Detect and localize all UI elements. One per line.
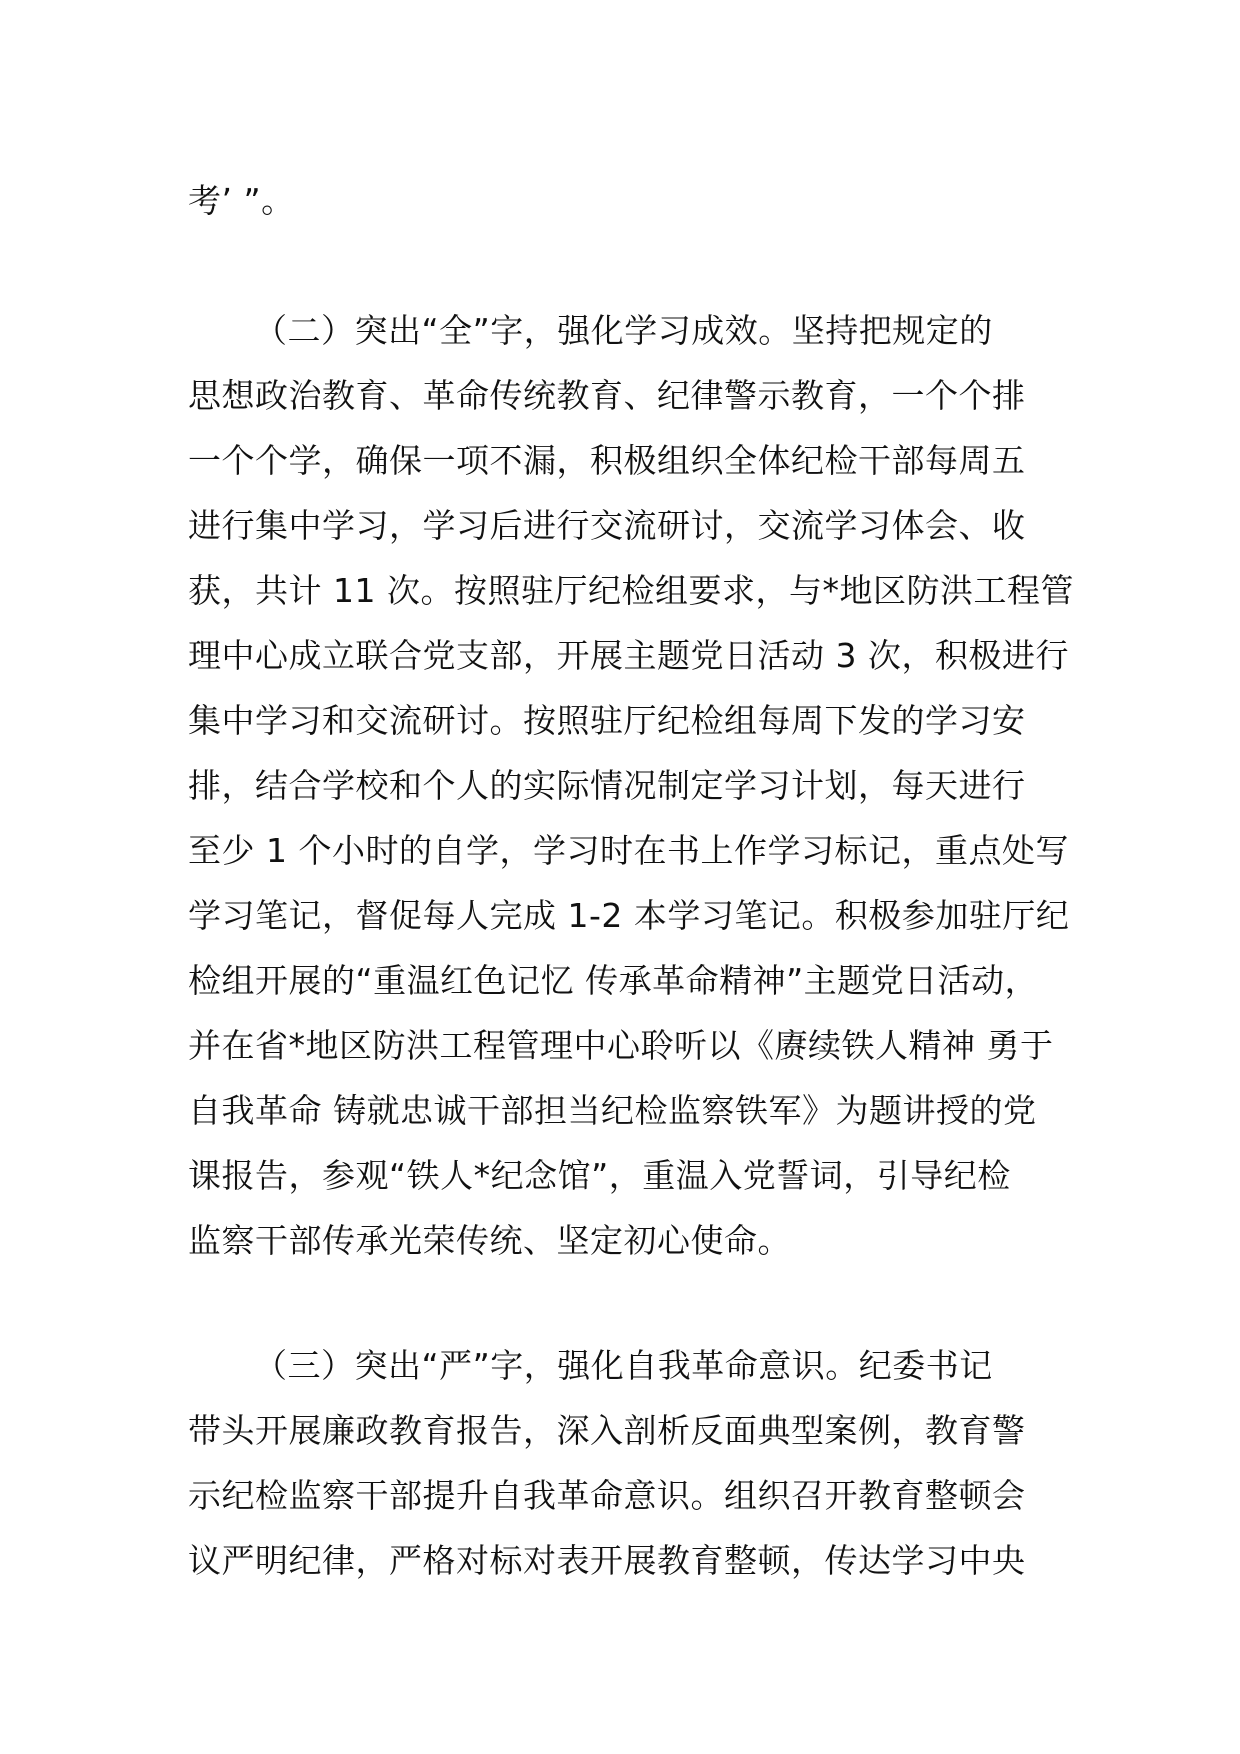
text-line-heading: （二）突出“全”字，强化学习成效。坚持把规定的	[254, 311, 993, 350]
paragraph-section-two	[188, 298, 1074, 1273]
text-line: 并在省*地区防洪工程管理中心聆听以《赓续铁人精神 勇于	[188, 1026, 1054, 1065]
text-line: 进行集中学习，学习后进行交流研讨，交流学习体会、收	[188, 506, 1026, 545]
text-line: 检组开展的“重温红色记忆 传承革命精神”主题党日活动，	[188, 961, 1039, 1000]
paragraph-section-three	[188, 1333, 1068, 1593]
text-line: 带头开展廉政教育报告，深入剖析反面典型案例，教育警	[188, 1411, 1026, 1450]
text-line: 一个个学，确保一项不漏，积极组织全体纪检干部每周五	[188, 441, 1026, 480]
text-line-heading: （三）突出“严”字，强化自我革命意识。纪委书记	[254, 1346, 993, 1385]
text-line: 集中学习和交流研讨。按照驻厅纪检组每周下发的学习安	[188, 701, 1026, 740]
text-line: 排，结合学校和个人的实际情况制定学习计划，每天进行	[188, 766, 1026, 805]
text-line: 获，共计 11 次。按照驻厅纪检组要求，与*地区防洪工程管	[188, 571, 1074, 610]
text-line: 思想政治教育、革命传统教育、纪律警示教育，一个个排	[188, 376, 1026, 415]
text-line: 议严明纪律，严格对标对表开展教育整顿，传达学习中央	[188, 1541, 1026, 1580]
text-line: 示纪检监察干部提升自我革命意识。组织召开教育整顿会	[188, 1476, 1026, 1515]
text-line: 自我革命 铸就忠诚干部担当纪检监察铁军》为题讲授的党	[188, 1091, 1037, 1130]
continued-paragraph-fragment	[188, 168, 1068, 233]
text-line: 理中心成立联合党支部，开展主题党日活动 3 次，积极进行	[188, 636, 1069, 675]
text-line: 监察干部传承光荣传统、坚定初心使命。	[188, 1221, 791, 1260]
text-line: 学习笔记，督促每人完成 1-2 本学习笔记。积极参加驻厅纪	[188, 896, 1070, 935]
text-line: 至少 1 个小时的自学，学习时在书上作学习标记，重点处写	[188, 831, 1069, 870]
text-line: 考’ ”。	[188, 181, 295, 220]
text-line: 课报告，参观“铁人*纪念馆”，重温入党誓词，引导纪检	[188, 1156, 1011, 1195]
